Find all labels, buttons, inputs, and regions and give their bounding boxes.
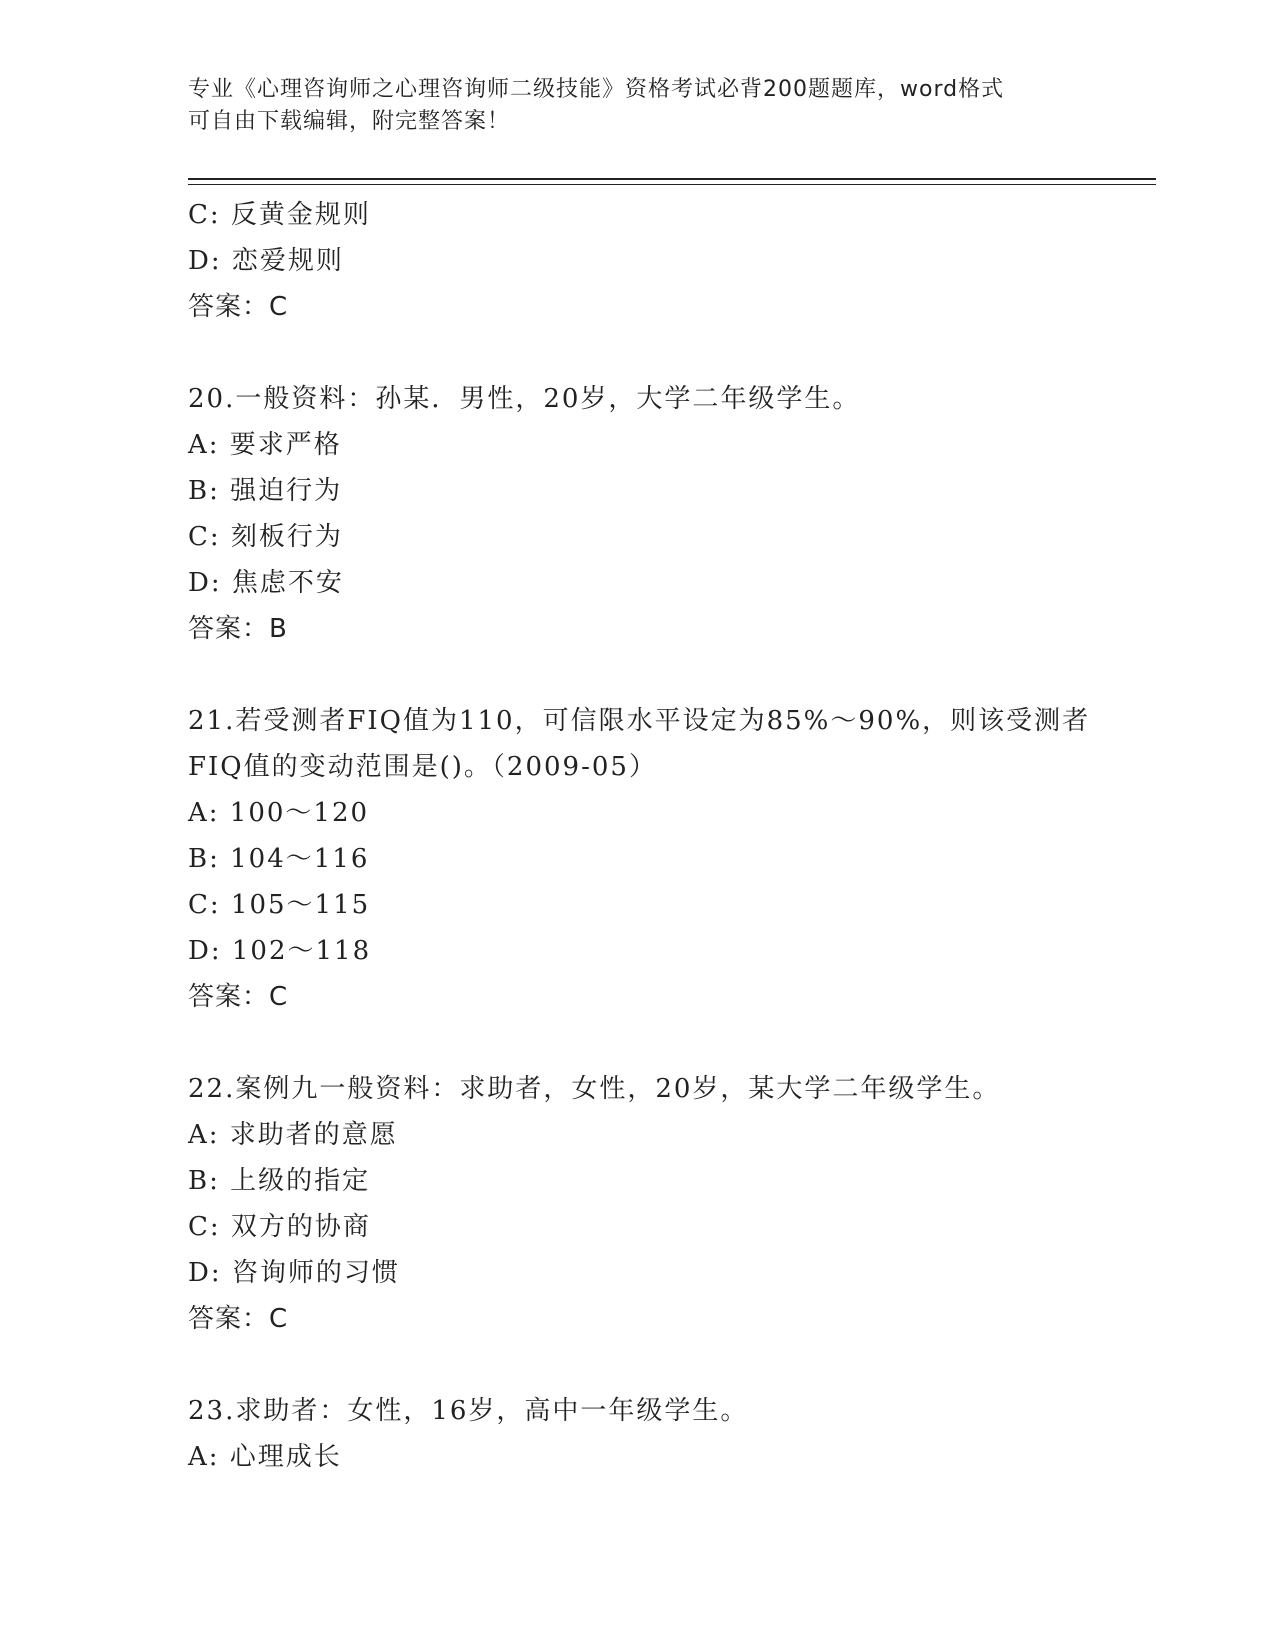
question-stem: 22.案例九一般资料：求助者，女性，20岁，某大学二年级学生。 bbox=[188, 1074, 1001, 1104]
question-stem-line-1: 21.若受测者FIQ值为110，可信限水平设定为85%～90%，则该受测者 bbox=[188, 706, 1091, 736]
question-block-23 bbox=[188, 1388, 1088, 1480]
option-b: B: 104～116 bbox=[188, 844, 370, 874]
question-block-19 bbox=[188, 192, 1088, 330]
question-stem: 20.一般资料：孙某．男性，20岁，大学二年级学生。 bbox=[188, 384, 861, 414]
question-stem-line-2: FIQ值的变动范围是()。（2009-05） bbox=[188, 752, 657, 782]
header-title-line-2: 可自由下载编辑，附完整答案！ bbox=[188, 109, 511, 134]
option-a: A: 要求严格 bbox=[188, 430, 342, 460]
option-a: A: 心理成长 bbox=[188, 1442, 342, 1472]
answer-line: 答案：C bbox=[188, 292, 289, 322]
question-stem: 23.求助者：女性，16岁，高中一年级学生。 bbox=[188, 1396, 749, 1426]
spacer bbox=[188, 330, 1088, 376]
spacer bbox=[188, 1342, 1088, 1388]
spacer bbox=[188, 652, 1088, 698]
option-b: B: 上级的指定 bbox=[188, 1166, 371, 1196]
answer-line: 答案：B bbox=[188, 614, 288, 644]
question-list bbox=[188, 192, 1091, 1480]
document-header bbox=[188, 74, 1088, 138]
option-d: D: 102～118 bbox=[188, 936, 372, 966]
option-d: D: 咨询师的习惯 bbox=[188, 1258, 400, 1288]
spacer bbox=[188, 1020, 1088, 1066]
option-a: A: 100～120 bbox=[188, 798, 370, 828]
question-block-20 bbox=[188, 376, 1088, 652]
option-d: D: 恋爱规则 bbox=[188, 246, 344, 276]
option-b: B: 强迫行为 bbox=[188, 476, 343, 506]
option-c: C: 双方的协商 bbox=[188, 1212, 371, 1242]
answer-line: 答案：C bbox=[188, 1304, 289, 1334]
option-c: C: 刻板行为 bbox=[188, 522, 343, 552]
option-d: D: 焦虑不安 bbox=[188, 568, 344, 598]
header-divider-thin bbox=[188, 184, 1156, 185]
header-divider-thick bbox=[188, 178, 1156, 180]
option-a: A: 求助者的意愿 bbox=[188, 1120, 398, 1150]
answer-line: 答案：C bbox=[188, 982, 289, 1012]
option-c: C: 反黄金规则 bbox=[188, 200, 371, 230]
question-block-22 bbox=[188, 1066, 1088, 1342]
question-block-21 bbox=[188, 698, 1091, 1020]
header-title-line-1: 专业《心理咨询师之心理咨询师二级技能》资格考试必背200题题库，word格式 bbox=[188, 77, 1005, 102]
option-c: C: 105～115 bbox=[188, 890, 371, 920]
